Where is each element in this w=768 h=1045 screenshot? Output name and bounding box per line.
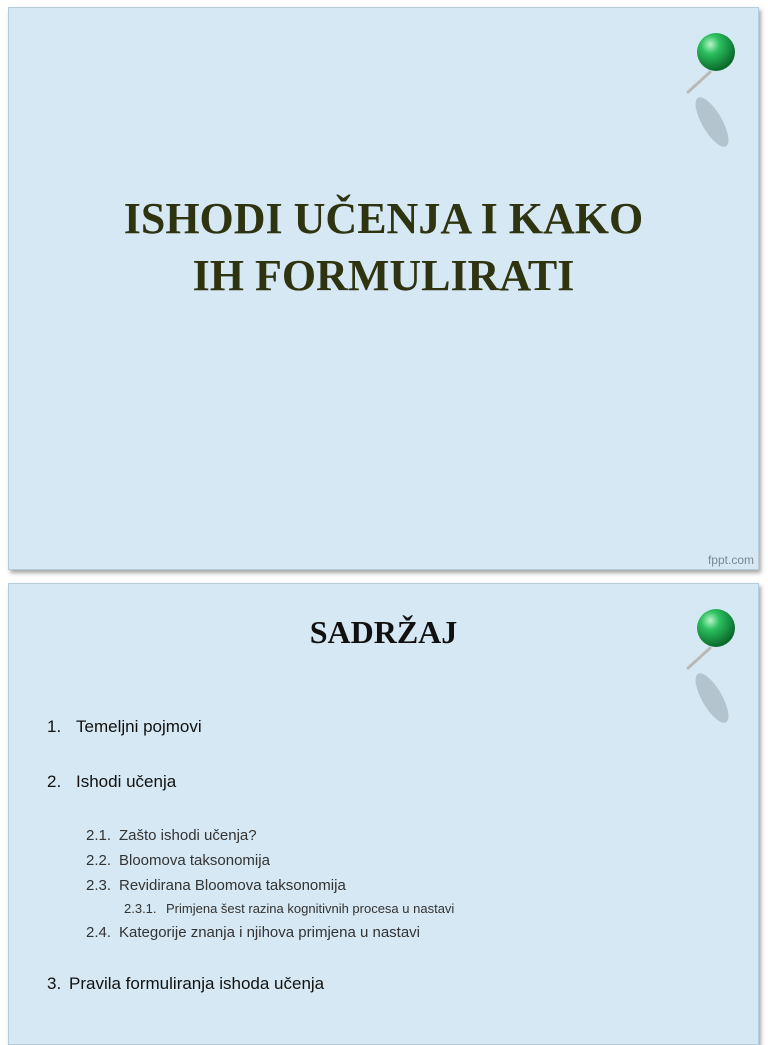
slide-title <box>8 7 759 570</box>
toc-item <box>47 974 324 994</box>
toc-number: 1. <box>47 717 62 736</box>
toc-number: 2. <box>47 772 62 791</box>
toc-item <box>86 877 346 894</box>
toc-number: 2.2. <box>86 852 112 869</box>
toc-label: Kategorije znanja i njihova primjena u nastavi <box>119 924 421 941</box>
title-line-1: ISHODI UČENJA I KAKO <box>123 194 644 243</box>
toc-label: Pravila formuliranja ishoda učenja <box>69 974 325 993</box>
toc-item <box>124 901 454 916</box>
toc-label: Revidirana Bloomova taksonomija <box>119 877 346 894</box>
toc-item <box>47 717 202 737</box>
toc-label: Temeljni pojmovi <box>76 717 202 736</box>
toc-label: Zašto ishodi učenja? <box>119 827 257 844</box>
toc-item <box>86 852 270 869</box>
toc-number: 2.3. <box>86 877 112 894</box>
contents-heading: SADRŽAJ <box>309 614 458 650</box>
toc-item <box>86 827 257 844</box>
toc-label: Ishodi učenja <box>76 772 177 791</box>
toc-label: Primjena šest razina kognitivnih procesa u nastavi <box>166 901 455 916</box>
toc-number: 2.4. <box>86 924 112 941</box>
brand-watermark: fppt.com <box>707 553 754 567</box>
slide-contents <box>8 583 759 1045</box>
slide-title-heading <box>9 190 758 304</box>
table-of-contents <box>9 584 758 1044</box>
toc-number: 2.3.1. <box>124 901 157 916</box>
pushpin-icon <box>674 22 744 152</box>
toc-number: 3. <box>47 974 62 993</box>
toc-label: Bloomova taksonomija <box>119 852 270 869</box>
toc-item <box>86 924 420 941</box>
toc-number: 2.1. <box>86 827 112 844</box>
toc-item <box>47 772 176 792</box>
title-line-2: IH FORMULIRATI <box>192 251 575 300</box>
